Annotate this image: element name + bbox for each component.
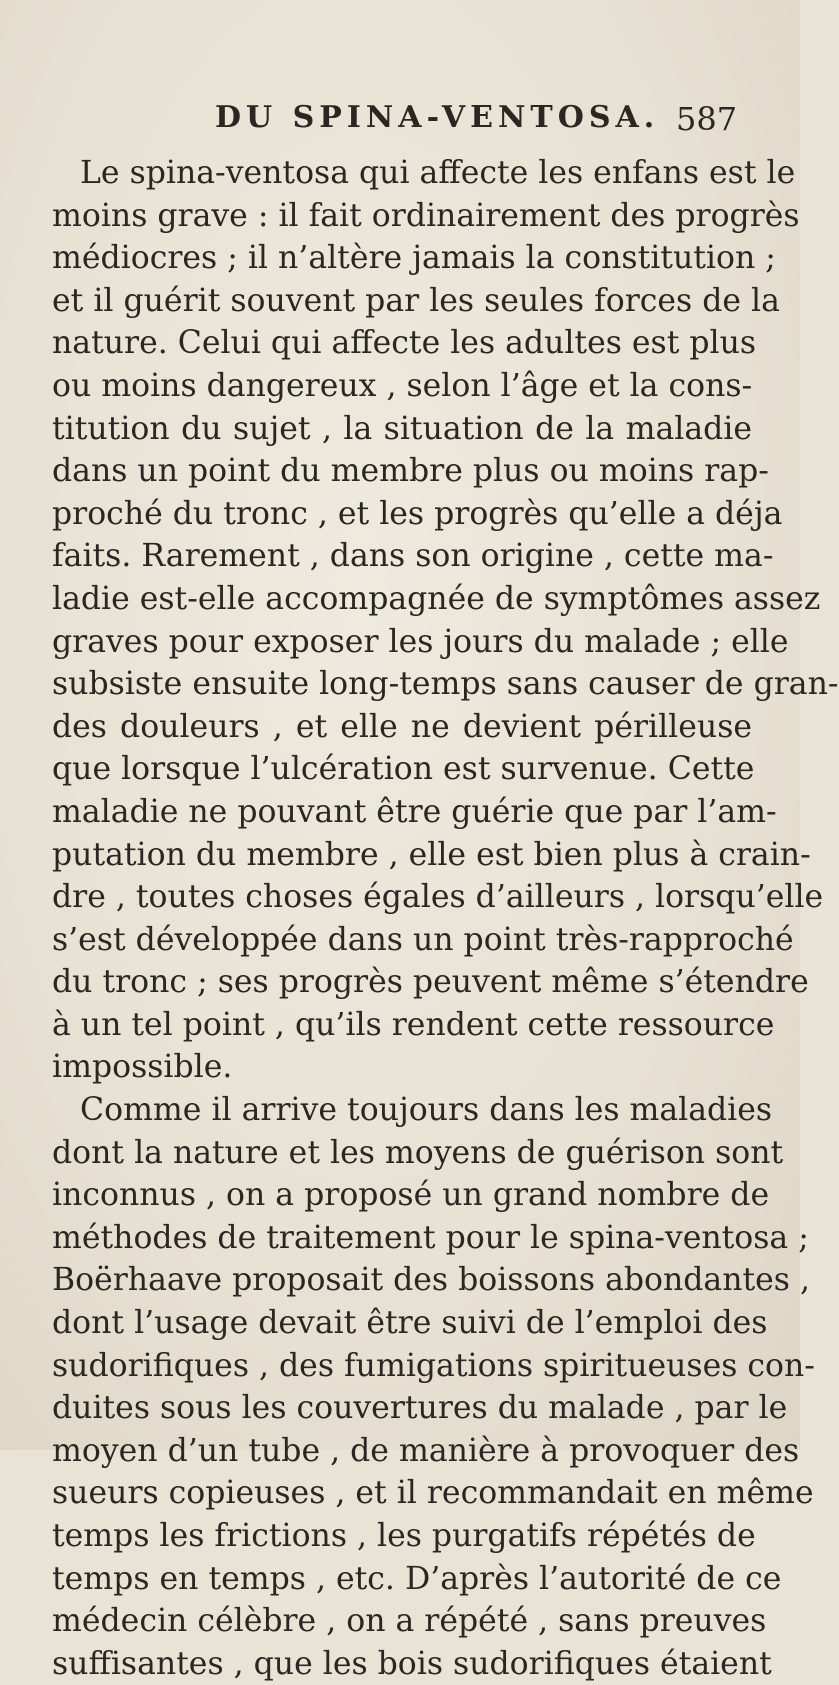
text-line: maladie ne pouvant être guérie que par l’am- xyxy=(52,793,777,830)
text-line: dont la nature et les moyens de guérison sont xyxy=(52,1134,784,1171)
text-line: ladie est-elle accompagnée de symptômes assez xyxy=(52,580,821,617)
page-header xyxy=(0,100,800,150)
text-line: dont l’usage devait être suivi de l’emploi des xyxy=(52,1305,768,1342)
text-line: temps en temps , etc. D’après l’autorité de ce xyxy=(52,1560,782,1597)
text-line: temps les frictions , les purgatifs répétés de xyxy=(52,1518,756,1554)
text-line: sudorifiques , des fumigations spiritueuses con- xyxy=(52,1347,815,1384)
text-line: proché du tronc , et les progrès qu’elle a déja xyxy=(52,495,783,532)
text-line: impossible. xyxy=(52,1049,233,1086)
text-line: sueurs copieuses , et il recommandait en même xyxy=(52,1475,814,1512)
text-line: dre , toutes choses égales d’ailleurs , lorsqu’elle xyxy=(52,879,824,916)
text-line: Le spina-ventosa qui affecte les enfans est le xyxy=(80,155,796,191)
text-line: graves pour exposer les jours du malade ; elle xyxy=(52,623,789,660)
text-line: ou moins dangereux , selon l’âge et la cons- xyxy=(52,367,753,404)
text-line: dans un point du membre plus ou moins rap- xyxy=(52,453,769,490)
text-line: s’est développée dans un point très-rapproché xyxy=(52,921,794,958)
text-line: et il guérit souvent par les seules forces de la xyxy=(52,282,780,319)
page-number: 587 xyxy=(676,100,738,138)
text-line: duites sous les couvertures du malade , par le xyxy=(52,1390,788,1427)
text-line: putation du membre , elle est bien plus à crain- xyxy=(52,836,811,873)
text-line: à un tel point , qu’ils rendent cette ressource xyxy=(52,1006,775,1043)
text-line: inconnus , on a proposé un grand nombre de xyxy=(52,1177,770,1214)
body-text xyxy=(52,152,839,1685)
text-line: que lorsque l’ulcération est survenue. Cette xyxy=(52,751,755,788)
text-line: méthodes de traitement pour le spina-ventosa ; xyxy=(52,1219,809,1256)
text-line: titution du sujet , la situation de la maladie xyxy=(52,410,752,447)
text-line: médiocres ; il n’altère jamais la constitution ; xyxy=(52,240,776,277)
text-line: subsiste ensuite long-temps sans causer de gran- xyxy=(52,666,839,703)
text-line: des douleurs , et elle ne devient périlleuse xyxy=(52,708,752,745)
text-line: suffisantes , que les bois sudorifiques étaient xyxy=(52,1645,772,1682)
text-line: du tronc ; ses progrès peuvent même s’étendre xyxy=(52,964,809,1001)
text-line: Boërhaave proposait des boissons abondantes , xyxy=(52,1262,810,1299)
text-line: moins grave : il fait ordinairement des progrès xyxy=(52,197,800,234)
text-line: moyen d’un tube , de manière à provoquer des xyxy=(52,1432,800,1469)
text-line: médecin célèbre , on a répété , sans preuves xyxy=(52,1603,767,1640)
text-line: faits. Rarement , dans son origine , cette ma- xyxy=(52,538,774,575)
text-line: nature. Celui qui affecte les adultes est plus xyxy=(52,325,757,362)
running-title: DU SPINA-VENTOSA. xyxy=(215,100,660,135)
text-line: Comme il arrive toujours dans les maladies xyxy=(80,1092,773,1129)
